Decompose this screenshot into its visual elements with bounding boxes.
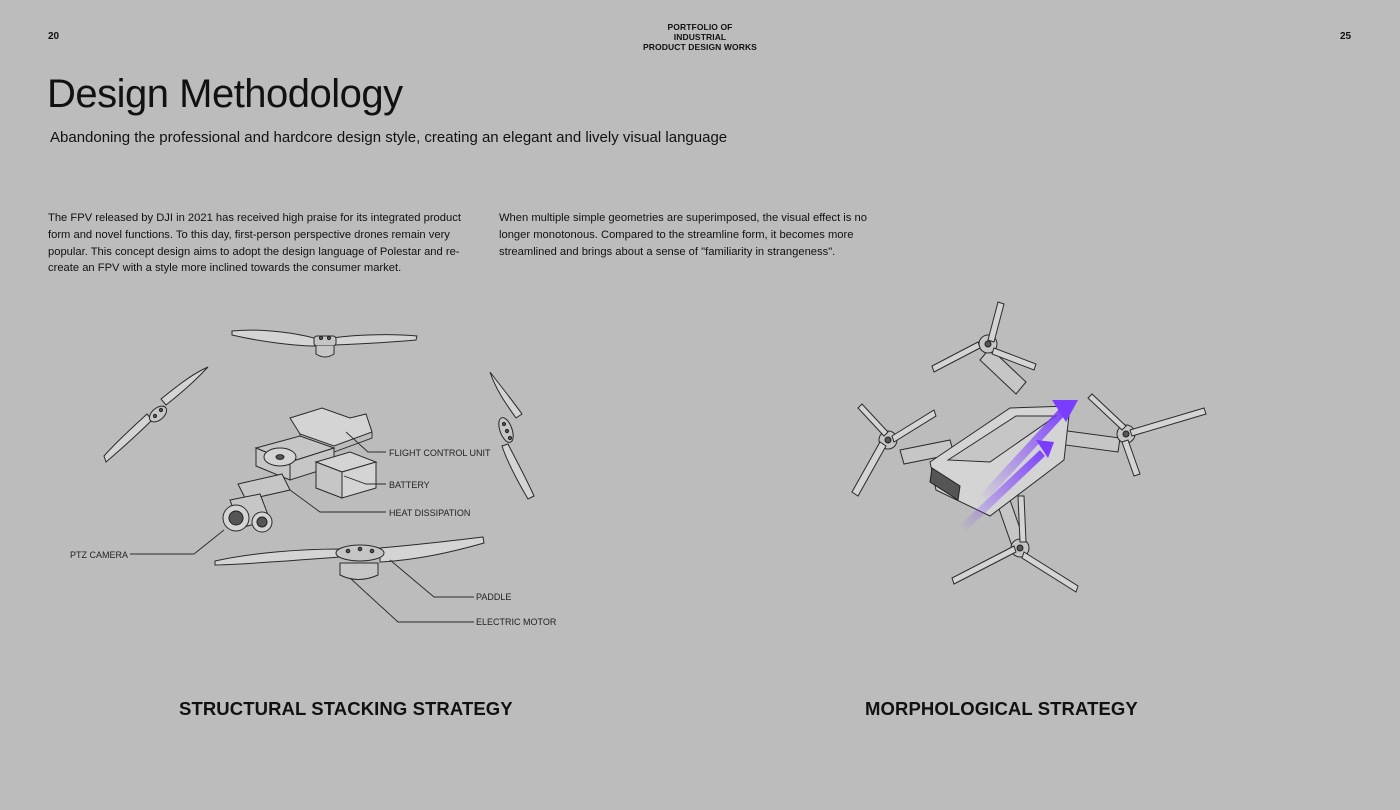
propeller-left [104, 367, 208, 462]
morphological-strategy-caption: MORPHOLOGICAL STRATEGY [865, 698, 1138, 719]
label-paddle: PADDLE [476, 592, 512, 602]
propeller-bottom [215, 537, 484, 580]
header-line-3: PRODUCT DESIGN WORKS [643, 42, 757, 52]
ptz-camera [223, 474, 290, 532]
label-electric-motor: ELECTRIC MOTOR [476, 617, 557, 627]
page-subtitle: Abandoning the professional and hardcore design style, creating an elegant and lively visual language [50, 129, 728, 146]
callout-line-paddle [390, 560, 474, 597]
page-number-right: 25 [1340, 31, 1352, 42]
intro-paragraph: The FPV released by DJI in 2021 has received high praise for its integrated product form and novel functions. To this day, first-person perspective drones remain very popular. This concept design aims to adopt the design language of Polestar and re-create an FPV with a style more inclined towards the consumer market. [48, 212, 461, 275]
header-line-1: PORTFOLIO OF [667, 22, 733, 32]
label-ptz-camera: PTZ CAMERA [70, 550, 129, 560]
propeller-front-right [952, 496, 1078, 592]
header-line-2: INDUSTRIAL [673, 32, 727, 42]
callout-line-camera [130, 530, 224, 554]
page-number-left: 20 [48, 31, 60, 42]
label-battery: BATTERY [389, 480, 430, 490]
page-title: Design Methodology [47, 72, 403, 116]
label-flight-control: FLIGHT CONTROL UNIT [389, 448, 491, 458]
propeller-rear-right [1088, 394, 1206, 476]
label-heat-dissipation: HEAT DISSIPATION [389, 508, 471, 518]
structural-strategy-caption: STRUCTURAL STACKING STRATEGY [179, 698, 513, 719]
propeller-top [232, 330, 417, 357]
exploded-view-diagram [0, 0, 700, 700]
drone-illustration [840, 290, 1220, 600]
geometry-paragraph: When multiple simple geometries are superimposed, the visual effect is no longer monotonous. Compared to the streamline form, it becomes more streamlined and brings about a sense of "familiarity in strangeness". [499, 212, 867, 258]
propeller-right [490, 372, 534, 499]
battery-pack [316, 452, 376, 498]
callout-line-motor [350, 578, 474, 622]
